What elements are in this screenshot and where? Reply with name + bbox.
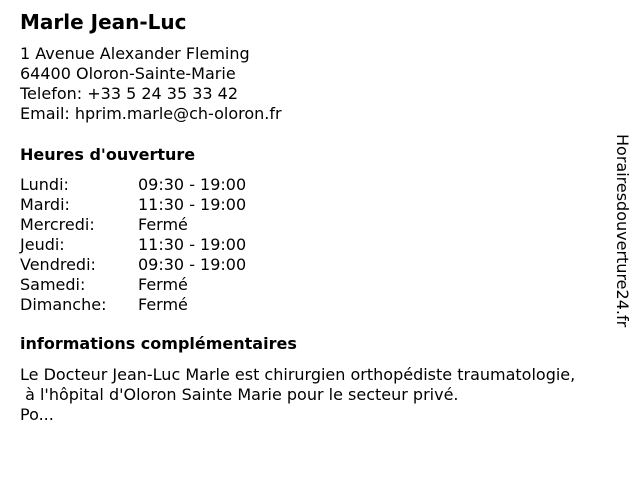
day-label: Samedi:	[20, 275, 86, 294]
site-watermark	[612, 134, 634, 344]
description-line-1: Le Docteur Jean-Luc Marle est chirurgien orthopédiste traumatologie,	[20, 365, 576, 384]
watermark-text: Horairesdouverture24.fr	[613, 134, 632, 328]
day-hours: Fermé	[138, 275, 188, 294]
opening-hours-heading: Heures d'ouverture	[20, 145, 196, 164]
day-label: Jeudi:	[20, 235, 65, 254]
day-hours: 09:30 - 19:00	[138, 175, 247, 194]
day-label: Dimanche:	[20, 295, 107, 314]
contact-block	[20, 44, 282, 124]
day-label: Vendredi:	[20, 255, 96, 274]
address-line-1: 1 Avenue Alexander Fleming	[20, 44, 250, 63]
day-hours: Fermé	[138, 215, 188, 234]
description-line-2: à l'hôpital d'Oloron Sainte Marie pour le secteur privé.	[20, 385, 459, 404]
email-line: Email: hprim.marle@ch-oloron.fr	[20, 104, 282, 123]
description-line-3: Po...	[20, 405, 54, 424]
day-label: Lundi:	[20, 175, 69, 194]
day-label: Mercredi:	[20, 215, 95, 234]
phone-line: Telefon: +33 5 24 35 33 42	[20, 84, 239, 103]
day-hours: Fermé	[138, 295, 188, 314]
day-hours: 11:30 - 19:00	[138, 235, 247, 254]
day-hours: 09:30 - 19:00	[138, 255, 247, 274]
day-label: Mardi:	[20, 195, 70, 214]
additional-info-text	[20, 365, 630, 425]
additional-info-heading: informations complémentaires	[20, 334, 297, 353]
doctor-name: Marle Jean-Luc	[20, 10, 187, 34]
address-line-2: 64400 Oloron-Sainte-Marie	[20, 64, 236, 83]
day-hours: 11:30 - 19:00	[138, 195, 247, 214]
